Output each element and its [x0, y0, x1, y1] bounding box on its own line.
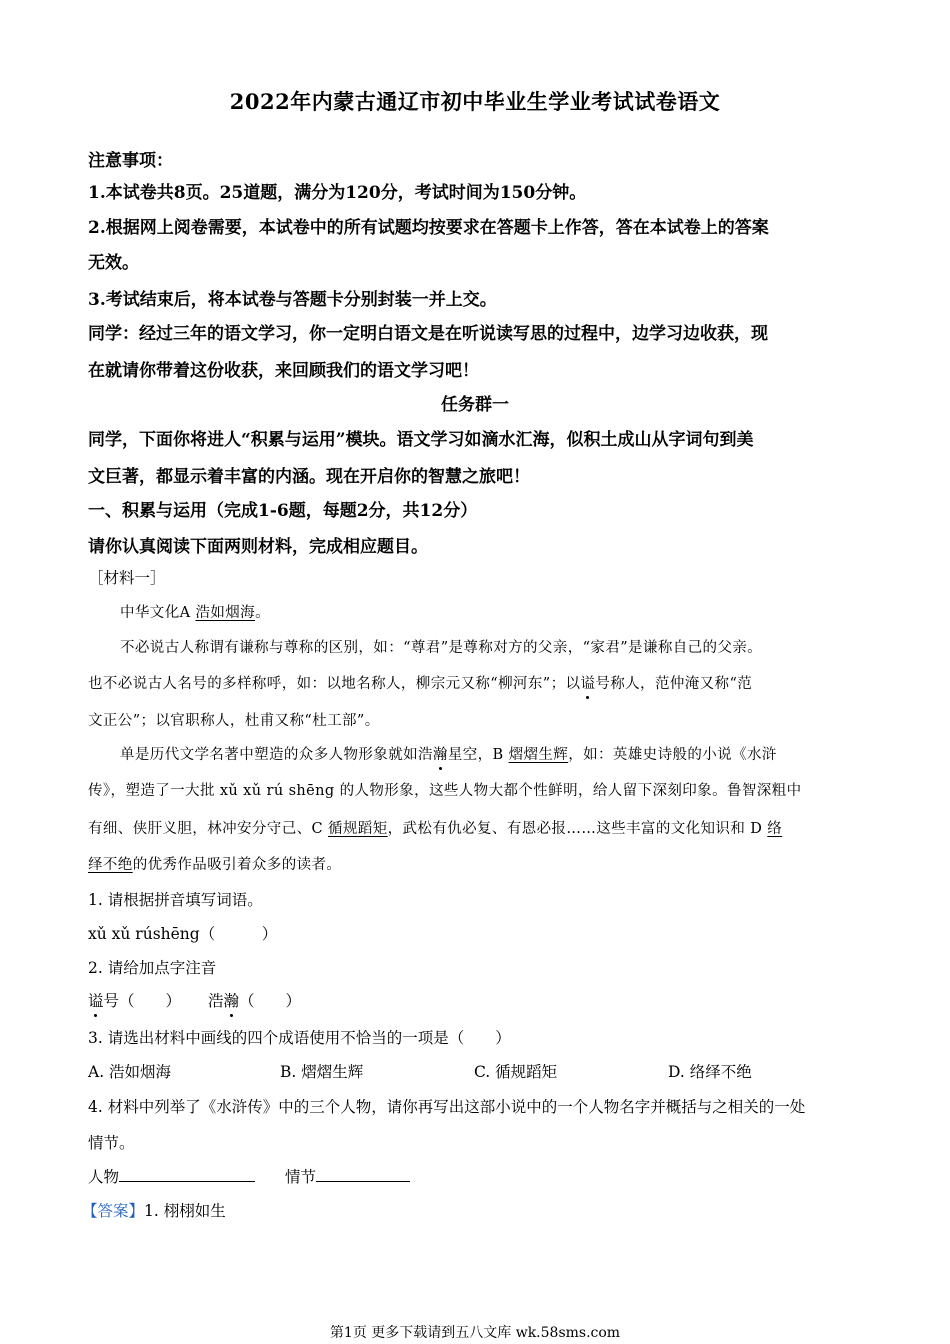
material-1-p2-line-3: 文正公”；以官职称人，杜甫又称“杜工部”。: [88, 713, 380, 729]
q2-dotted-char-han: 瀚: [224, 989, 240, 1011]
answer-text: 1. 栩栩如生: [144, 1202, 226, 1220]
question-4-line-1: 4. 材料中列举了《水浒传》中的三个人物，请你再写出这部小说中的一个人物名字并概括与之相关的一处: [88, 1098, 806, 1116]
question-2-item-b: [208, 989, 301, 1011]
p3-l3-text-a: 有细、侠肝义胆，林冲安分守己、C: [88, 821, 329, 837]
p3-l4-text-b: 的优秀作品吸引着众多的读者。: [132, 857, 342, 873]
section-1-heading: 一、积累与运用（完成1-6题，每题2分，共12分）: [88, 501, 478, 521]
p2-l2-text-a: 也不必说古人名号的多样称呼，如：以地名称人，柳宗元又称“柳河东”；以: [88, 676, 581, 692]
plot-label: 情节: [285, 1168, 317, 1186]
idiom-d-part-1: 络: [767, 821, 783, 837]
question-1-stem: 1. 请根据拼音填写词语。: [88, 891, 263, 909]
notice-item-3: 3.考试结束后，将本试卷与答题卡分别封装一并上交。: [88, 290, 497, 310]
material-1-p3-line-3: [88, 817, 782, 838]
p1-suffix: 。: [255, 605, 270, 621]
intro-line-2: 在就请你带着这份收获，来回顾我们的语文学习吧！: [88, 361, 479, 381]
question-2-stem: 2. 请给加点字注音: [88, 959, 217, 977]
answer-line: [82, 1199, 226, 1221]
idiom-b: 熠熠生辉: [508, 747, 569, 763]
person-label: 人物: [88, 1168, 120, 1186]
question-4-line-2: 情节。: [88, 1134, 135, 1152]
notice-item-2-line-1: 2.根据网上阅卷需要，本试卷中的所有试题均按要求在答题卡上作答，答在本试卷上的答案: [88, 218, 769, 238]
dotted-char-shi: 谥: [580, 672, 595, 693]
material-1-p3-line-4: [88, 853, 341, 874]
p3-l1-text-a: 单是历代文学名著中塑造的众多人物形象就如浩: [120, 747, 433, 763]
material-1-label: ［材料一］: [88, 569, 166, 587]
idiom-d-part-2: 绎不绝: [88, 857, 133, 873]
q3-option-a: A. 浩如烟海: [88, 1063, 172, 1081]
idiom-c: 循规蹈矩: [328, 821, 388, 837]
material-1-paragraph-1: [120, 601, 270, 622]
p3-l1-text-c: ，如：英雄史诗般的小说《水浒: [568, 747, 777, 763]
material-1-p2-line-2: [88, 672, 752, 693]
person-blank: [119, 1167, 255, 1182]
material-1-p3-line-2: 传》，塑造了一大批 xǔ xǔ rú shēng 的人物形象，这些人物大都个性鲜明，给人留下深刻印象。鲁智深粗中: [88, 783, 802, 799]
q2-item-a-blank: 号（ ）: [103, 992, 182, 1010]
question-1-pinyin-blank: xǔ xǔ rúshēng（ ）: [88, 925, 278, 943]
p2-l2-text-b: 号称人，范仲淹又称“范: [595, 676, 753, 692]
page-footer: 第1页 更多下载请到五八文库 wk.58sms.com: [329, 1325, 621, 1341]
p1-prefix: 中华文化A: [120, 605, 196, 621]
q2-dotted-char-shi: 谥: [88, 989, 104, 1011]
task-intro-line-2: 文巨著，都显示着丰富的内涵。现在开启你的智慧之旅吧！: [88, 467, 530, 487]
notice-heading: 注意事项：: [88, 151, 173, 171]
task-group-heading: 任务群一: [441, 395, 509, 415]
p3-l3-text-b: ，武松有仇必复、有恩必报……这些丰富的文化知识和 D: [387, 821, 768, 837]
q3-option-b: B. 熠熠生辉: [280, 1063, 364, 1081]
dotted-char-han: 瀚: [433, 743, 448, 764]
task-intro-line-1: 同学，下面你将进人“积累与运用”模块。语文学习如滴水汇海，似积土成山从字词句到美: [88, 430, 754, 450]
question-4-answer-blanks: [88, 1165, 410, 1187]
page-title: 2022年内蒙古通辽市初中毕业生学业考试试卷语文: [229, 89, 721, 114]
question-3-stem: 3. 请选出材料中画线的四个成语使用不恰当的一项是（ ）: [88, 1029, 511, 1047]
reading-instruction: 请你认真阅读下面两则材料，完成相应题目。: [88, 537, 428, 557]
q2-item-b-prefix: 浩: [208, 992, 224, 1010]
material-1-p3-line-1: [120, 743, 777, 764]
intro-line-1: 同学：经过三年的语文学习，你一定明白语文是在听说读写思的过程中，边学习边收获，现: [88, 324, 768, 344]
idiom-a: 浩如烟海: [195, 605, 256, 621]
notice-item-1: 1.本试卷共8页。25道题，满分为120分，考试时间为150分钟。: [88, 183, 587, 203]
q3-option-c: C. 循规蹈矩: [474, 1063, 558, 1081]
plot-blank: [316, 1167, 410, 1182]
material-1-p2-line-1: 不必说古人称谓有谦称与尊称的区别，如：“尊君”是尊称对方的父亲，“家君”是谦称自己的父亲。: [120, 640, 763, 656]
q2-item-b-blank: （ ）: [239, 992, 302, 1010]
answer-tag: 【答案】: [82, 1202, 145, 1220]
notice-item-2-line-2: 无效。: [88, 253, 139, 273]
question-2-item-a: [88, 989, 181, 1011]
q3-option-d: D. 络绎不绝: [668, 1063, 752, 1081]
p3-l1-text-b: 星空，B: [447, 747, 509, 763]
